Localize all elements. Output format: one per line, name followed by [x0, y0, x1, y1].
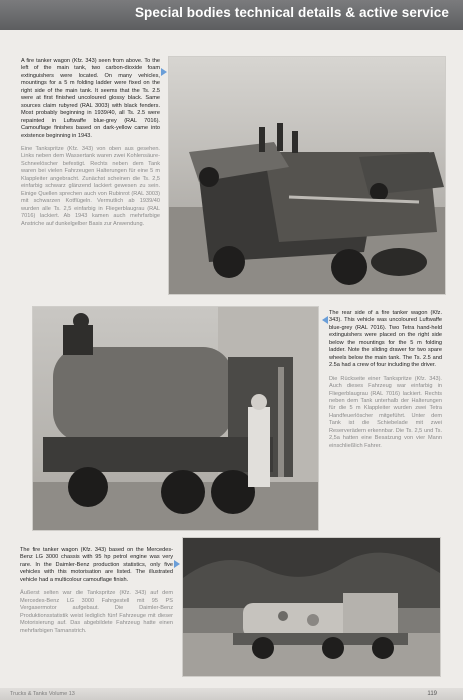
- caption-pointer-right-icon: [174, 560, 180, 568]
- caption-pointer-left-icon: [322, 316, 328, 324]
- caption-pointer-right-icon: [161, 68, 167, 76]
- caption-2: [329, 310, 442, 450]
- caption-2-english: The rear side of a fire tanker wagon (Kfz. 343). This vehicle was uncoloured Luftwaffe blue-grey (RAL 7016). Two Tetra hand-held extinguishers were placed on the right side below the mountings for the 5 m folding ladder. Note the sliding drawer for two spare wheels below the main tank. The Ts. 2.5 and 2.5a had a crew of four including the driver.: [329, 310, 442, 369]
- caption-1-german: Eine Tankspritze (Kfz. 343) von oben aus gesehen. Links neben dem Wassertank waren zwei Kohlensäure-Schneelöscher befestigt. Rechts neben dem Tank waren bei vielen Fahrzeugen Halterungen für eine 5 m Klappleiter angebracht. Zunächst scheinen die Ts. 2,5 einfarbig schwarz glänzend lackiert gewesen zu sein. Einige Quellen sprechen auch von Rubinrot (RAL 3003) mit schwarzen Kotflügeln. Vermutlich ab 1939/40 wurden alle Ts. 2,5 einfarbig in Fliegerblaugrau (RAL 7016) lackiert. Ab 1943 kamen auch mehrfarbige Anstriche auf dunkelgelber Basis zur Anwendung.: [21, 145, 160, 227]
- caption-1: [21, 58, 160, 228]
- caption-3-german: Äußerst selten war die Tankspritze (Kfz. 343) auf dem Mercedes-Benz LG 3000 Fahrgestell mit 95 PS Vergasermotor aufgebaut. Die Daimler-Benz Produktionsstatistik weist lediglich fünf Fahrzeuge mit dieser Motorisierung auf. Das abgebildete Fahrzeug hatte einen mehrfarbigen Tarnanstrich.: [20, 590, 173, 634]
- photo-fire-tanker-above: [168, 56, 446, 295]
- section-title: Special bodies technical details & active service: [134, 5, 449, 20]
- photo-fire-tanker-rear: [32, 306, 319, 531]
- caption-3-english: The fire tanker wagon (Kfz. 343) based on the Mercedes-Benz LG 3000 chassis with 95 hp petrol engine was very rare. In the Daimler-Benz production statistics, only five vehicles with this motorisation are listed. The illustrated vehicle had a multicolour camouflage finish.: [20, 547, 173, 583]
- caption-3: [20, 547, 173, 635]
- caption-2-german: Die Rückseite einer Tankspritze (Kfz. 343). Auch dieses Fahrzeug war einfarbig in Fliegerblaugrau (RAL 7016) lackiert. Rechts neben dem Tank unterhalb der Halterungen für die 5 m Klappleiter wurden zwei Tetra Handfeuerlöscher mitgeführt. Unter dem Tank ist die Schiebelade mit zwei Reserverädern erkennbar. Die Ts. 2,5 und Ts. 2,5a hatten eine Besatzung von vier Mann einschließlich Fahrer.: [329, 375, 442, 449]
- photo-fire-tanker-rear-image: [33, 307, 318, 530]
- photo-fire-tanker-above-image: [169, 57, 445, 294]
- caption-1-english: A fire tanker wagon (Kfz. 343) seen from above. To the left of the main tank, two carbon-dioxide foam extinguishers were located. On many vehicles, mountings for a 5 m folding ladder were fixed on the right side of the main tank. It seems that the Ts. 2.5 were at first finished uncoloured glossy black. Same sources claim rubyred (RAL 3003) with black fenders. Most probably beginning in 1939/40, all Ts. 2.5 were repainted in Luftwaffe blue-grey (RAL 7016). Camouflage finishes based on dark-yellow came into existence beginning in 1943.: [21, 58, 160, 139]
- photo-mercedes-lg3000-tanker-image: [183, 538, 440, 676]
- page-number: 119: [427, 691, 437, 697]
- publication-name: Trucks & Tanks Volume 13: [10, 691, 75, 697]
- section-header-bar: [0, 0, 463, 30]
- photo-mercedes-lg3000-tanker: [182, 537, 441, 677]
